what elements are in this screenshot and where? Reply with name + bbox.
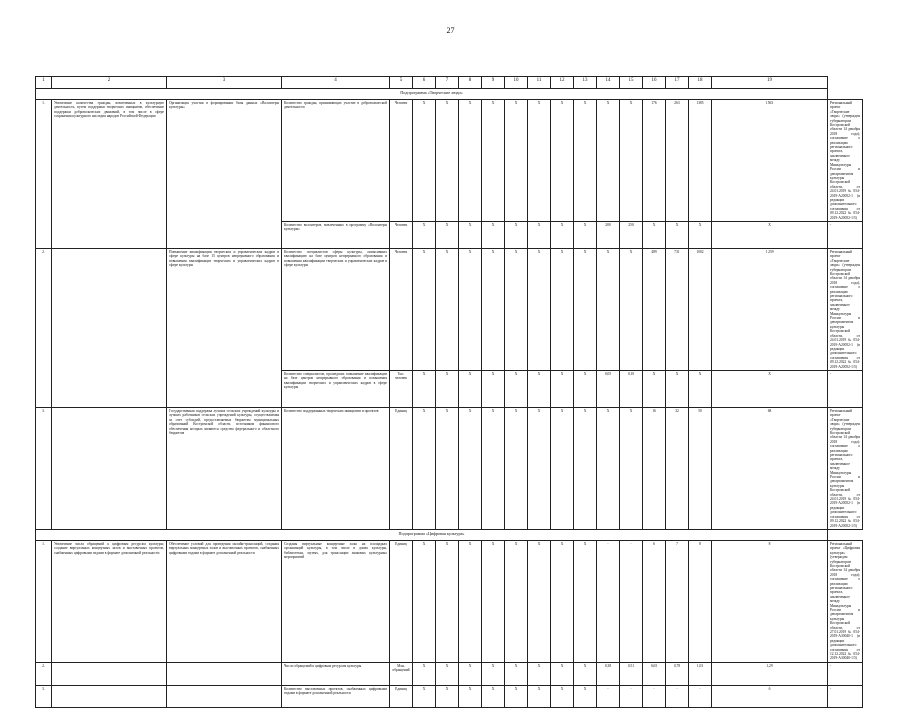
basis-cell: Региональный проект «Творческие люди» (утвержден губернатором Костромской области 14 декабря 2018 года); соглашение о реализации регионального проекта, заключенное между Минкультуры России и департаментом культуры Костромской области, от 24.01.2019 № 054-2019-А20052-1 (в редакции дополнительного соглашения от 09.12.2022 № 054-2019-А20052-1/5) (828, 248, 863, 370)
column-header: 17 (666, 77, 689, 89)
unit-cell: Человек (390, 221, 413, 248)
column-header: 3 (167, 77, 282, 89)
value-cell: X (413, 221, 436, 248)
value-cell: X (574, 685, 597, 707)
value-cell: X (620, 248, 643, 370)
row-number: 1. (36, 540, 52, 662)
basis-cell: - (828, 662, 863, 685)
value-cell: X (666, 370, 689, 407)
value-cell: X (551, 370, 574, 407)
column-header: 18 (689, 77, 712, 89)
value-cell: X (459, 662, 482, 685)
indicator-cell: Количество специалистов, прошедших повышение квалификации на базе центров непрерывного образования и повышения квалификации творческих и управленческих кадров в сфере культуры (282, 370, 390, 407)
value-cell: X (413, 370, 436, 407)
value-cell: - (597, 685, 620, 707)
event-cell: Обеспечение условий для проведения онлайн-трансляций, создания виртуальных концертных залов и выставочных проектов, снабженных цифровыми гидами в формате дополненной реальности (167, 540, 282, 662)
value-cell: - (689, 685, 712, 707)
value-cell: 1 259 (712, 248, 828, 370)
value-cell: X (459, 221, 482, 248)
column-header: 9 (482, 77, 505, 89)
value-cell: 1002 (689, 248, 712, 370)
value-cell: X (436, 100, 459, 222)
value-cell: X (528, 685, 551, 707)
value-cell: X (413, 100, 436, 222)
value-cell: - (620, 685, 643, 707)
value-cell: X (413, 248, 436, 370)
unit-cell: Человек (390, 100, 413, 222)
unit-cell: Единиц (390, 685, 413, 707)
value-cell: X (436, 685, 459, 707)
value-cell: 731 (666, 248, 689, 370)
indicator-cell: Количество волонтеров, вовлеченных в программу «Волонтеры культуры» (282, 221, 390, 248)
event-cell: Организация участия в формировании базы данных «Волонтеры культуры» (167, 100, 282, 249)
row-number: 3. (36, 685, 52, 707)
column-header: 4 (282, 77, 390, 89)
value-cell: X (505, 221, 528, 248)
value-cell: X (505, 407, 528, 529)
column-header: 10 (505, 77, 528, 89)
value-cell: X (574, 100, 597, 222)
task-cell: Увеличение количества граждан, вовлеченных в культурную деятельность, путем поддержки творческих инициатив, обеспечение поддержки добровольческих движений, в том числе в сфере сохранения культурного наследия народов Российской Федерации (52, 100, 167, 249)
basis-cell: - (828, 221, 863, 248)
value-cell: 68 (712, 407, 828, 529)
unit-cell: Тыс. человек (390, 370, 413, 407)
value-cell: 1,03 (689, 662, 712, 685)
column-header: 1 (36, 77, 52, 89)
value-cell: X (551, 248, 574, 370)
unit-cell: Человек (390, 248, 413, 370)
value-cell: X (528, 407, 551, 529)
indicators-table (35, 76, 863, 708)
value-cell: X (620, 100, 643, 222)
task-cell (52, 685, 167, 707)
column-header: 5 (390, 77, 413, 89)
value-cell: 489 (643, 248, 666, 370)
value-cell: X (712, 370, 828, 407)
value-cell: X (505, 662, 528, 685)
section-title-row (36, 529, 863, 540)
value-cell: X (413, 540, 436, 662)
value-cell: X (528, 100, 551, 222)
basis-cell: Региональный проект «Творческие люди» (утвержден губернатором Костромской области 14 декабря 2018 года); соглашение о реализации регионального проекта, заключенное между Минкультуры России и департаментом культуры Костромской области, от 24.01.2019 № 054-2019-А20052-1 (в редакции дополнительного соглашения от 09.12.2022 № 054-2019-А20052-1/5) (828, 407, 863, 529)
value-cell: 0,65 (643, 662, 666, 685)
value-cell: X (505, 370, 528, 407)
value-cell: - (666, 685, 689, 707)
value-cell: X (643, 370, 666, 407)
column-header: 16 (643, 77, 666, 89)
value-cell: X (528, 540, 551, 662)
column-header: 8 (459, 77, 482, 89)
value-cell: X (666, 221, 689, 248)
column-header: 12 (551, 77, 574, 89)
value-cell: X (482, 370, 505, 407)
value-cell: X (551, 662, 574, 685)
value-cell: X (436, 540, 459, 662)
value-cell: 0,10 (620, 370, 643, 407)
value-cell: 1385 (689, 100, 712, 222)
value-cell: 32 (666, 407, 689, 529)
value-cell: X (505, 540, 528, 662)
indicator-cell: Созданы виртуальные концертные залы на площадках организаций культуры, в том числе в домах культуры, библиотеках, музеях, для трансляции знаковых культурных мероприятий (282, 540, 390, 662)
indicator-cell: Количество выставочных проектов, снабженных цифровыми гидами в формате дополненной реальности (282, 685, 390, 707)
value-cell: X (597, 248, 620, 370)
header-row (36, 77, 863, 89)
column-header: 14 (597, 77, 620, 89)
event-cell (167, 662, 282, 685)
value-cell: X (436, 248, 459, 370)
value-cell: X (482, 221, 505, 248)
value-cell: X (574, 407, 597, 529)
column-header: 2 (52, 77, 167, 89)
basis-cell: Региональный проект «Цифровая культура» (утвержден губернатором Костромской области 14 декабря 2018 года); соглашение о реализации регионального проекта, заключенное между Минкультуры России и департаментом культуры Костромской области, от 27.01.2019 № 054-2019-А30040-1 (в редакции дополнительного соглашения от 12.12.2022 № 054-2019-А30040-1/5) (828, 540, 863, 662)
row-number: 3. (36, 407, 52, 529)
section-title: Подпрограмма «Творческие люди» (36, 89, 828, 100)
value-cell: X (574, 662, 597, 685)
value-cell: X (505, 685, 528, 707)
indicator-cell: Количество граждан, принимающих участие в добровольческой деятельности (282, 100, 390, 222)
value-cell: 250 (620, 221, 643, 248)
event-cell: Повышение квалификации творческих и управленческих кадров в сфере культуры на базе 15 центров непрерывного образования и повышения квалификации творческих и управленческих кадров в сфере культуры (167, 248, 282, 407)
section-title-row (36, 89, 863, 100)
indicator-cell: Количество специалистов сферы культуры, повысивших квалификацию на базе центров непрерывного образования и повышения квалификации творческих и управленческих кадров в сфере культуры (282, 248, 390, 370)
value-cell: X (551, 100, 574, 222)
value-cell: 0,78 (666, 662, 689, 685)
value-cell: X (413, 662, 436, 685)
column-header: 15 (620, 77, 643, 89)
value-cell: 263 (666, 100, 689, 222)
task-cell (52, 407, 167, 529)
value-cell: X (482, 540, 505, 662)
column-header: 6 (413, 77, 436, 89)
value-cell: X (643, 221, 666, 248)
value-cell: X (459, 540, 482, 662)
value-cell: X (482, 248, 505, 370)
indicator-cell: Число обращений к цифровым ресурсам культуры (282, 662, 390, 685)
column-header: 13 (574, 77, 597, 89)
row-number: 2. (36, 248, 52, 407)
value-cell: 6 (712, 685, 828, 707)
value-cell: X (528, 221, 551, 248)
basis-cell: - (828, 685, 863, 707)
value-cell: X (689, 370, 712, 407)
value-cell: X (574, 221, 597, 248)
table-row (36, 540, 863, 662)
value-cell: X (413, 685, 436, 707)
task-cell (52, 248, 167, 407)
value-cell: X (712, 221, 828, 248)
value-cell: X (597, 100, 620, 222)
value-cell: X (459, 248, 482, 370)
event-cell (167, 685, 282, 707)
column-header: 7 (436, 77, 459, 89)
basis-cell: Региональный проект «Творческие люди» (утвержден губернатором Костромской области 14 декабря 2018 года); соглашение о реализации регионального проекта, заключенное между Минкультуры России и департаментом культуры Костромской области, от 24.01.2019 № 054-2019-А20052-1 (в редакции дополнительного соглашения от 09.12.2022 № 054-2019-А20052-1/5) (828, 100, 863, 222)
value-cell: 0,05 (597, 370, 620, 407)
value-cell: X (482, 662, 505, 685)
value-cell: - (597, 540, 620, 662)
unit-cell: Единиц (390, 407, 413, 529)
table-row (36, 662, 863, 685)
value-cell: X (459, 100, 482, 222)
value-cell: X (528, 370, 551, 407)
value-cell: X (436, 407, 459, 529)
table-row (36, 248, 863, 370)
column-header: 19 (712, 77, 828, 89)
task-cell: Увеличение числа обращений к цифровым ресурсам культуры; создание виртуальных концертных залов и выставочных проектов, снабженных цифровыми гидами в формате дополненной реальности (52, 540, 167, 662)
value-cell: X (551, 407, 574, 529)
value-cell: X (505, 248, 528, 370)
value-cell: 8 (689, 540, 712, 662)
value-cell: X (505, 100, 528, 222)
unit-cell: Млн. обращений (390, 662, 413, 685)
value-cell: X (620, 407, 643, 529)
value-cell: X (459, 370, 482, 407)
value-cell: 0,38 (597, 662, 620, 685)
table-row (36, 100, 863, 222)
row-number: 2. (36, 662, 52, 685)
value-cell: X (551, 685, 574, 707)
value-cell: X (482, 685, 505, 707)
value-cell: X (459, 685, 482, 707)
value-cell: X (551, 221, 574, 248)
table-row (36, 407, 863, 529)
page-number: 27 (446, 26, 455, 35)
column-header: 11 (528, 77, 551, 89)
value-cell: X (574, 370, 597, 407)
value-cell: 8 (712, 540, 828, 662)
table-row (36, 685, 863, 707)
event-cell: Государственная поддержка лучших сельских учреждений культуры и лучших работников сельских учреждений культуры, осуществляемая за счет субсидий, предоставляемых бюджетам муниципальных образований Костромской области, источником финансового обеспечения которых являются средства федерального и областного бюджетов (167, 407, 282, 529)
value-cell: 7 (666, 540, 689, 662)
value-cell: 0,51 (620, 662, 643, 685)
task-cell (52, 662, 167, 685)
value-cell: X (482, 407, 505, 529)
value-cell: 200 (597, 221, 620, 248)
value-cell: X (597, 407, 620, 529)
section-title: Подпрограмма «Цифровая культура» (36, 529, 828, 540)
value-cell: X (436, 221, 459, 248)
value-cell: X (574, 248, 597, 370)
value-cell: 1,29 (712, 662, 828, 685)
value-cell: X (528, 662, 551, 685)
value-cell: 176 (643, 100, 666, 222)
value-cell: 16 (643, 407, 666, 529)
value-cell: X (413, 407, 436, 529)
value-cell: X (689, 221, 712, 248)
value-cell: 1563 (712, 100, 828, 222)
value-cell: X (459, 407, 482, 529)
value-cell: 6 (643, 540, 666, 662)
indicator-cell: Количество поддержанных творческих инициатив и проектов (282, 407, 390, 529)
value-cell: X (436, 370, 459, 407)
value-cell: X (436, 662, 459, 685)
value-cell: 50 (689, 407, 712, 529)
value-cell: X (551, 540, 574, 662)
value-cell: X (482, 100, 505, 222)
value-cell: - (643, 685, 666, 707)
basis-cell: - (828, 370, 863, 407)
value-cell: - (620, 540, 643, 662)
row-number: 1. (36, 100, 52, 249)
value-cell: X (528, 248, 551, 370)
unit-cell: Единиц (390, 540, 413, 662)
value-cell: X (574, 540, 597, 662)
